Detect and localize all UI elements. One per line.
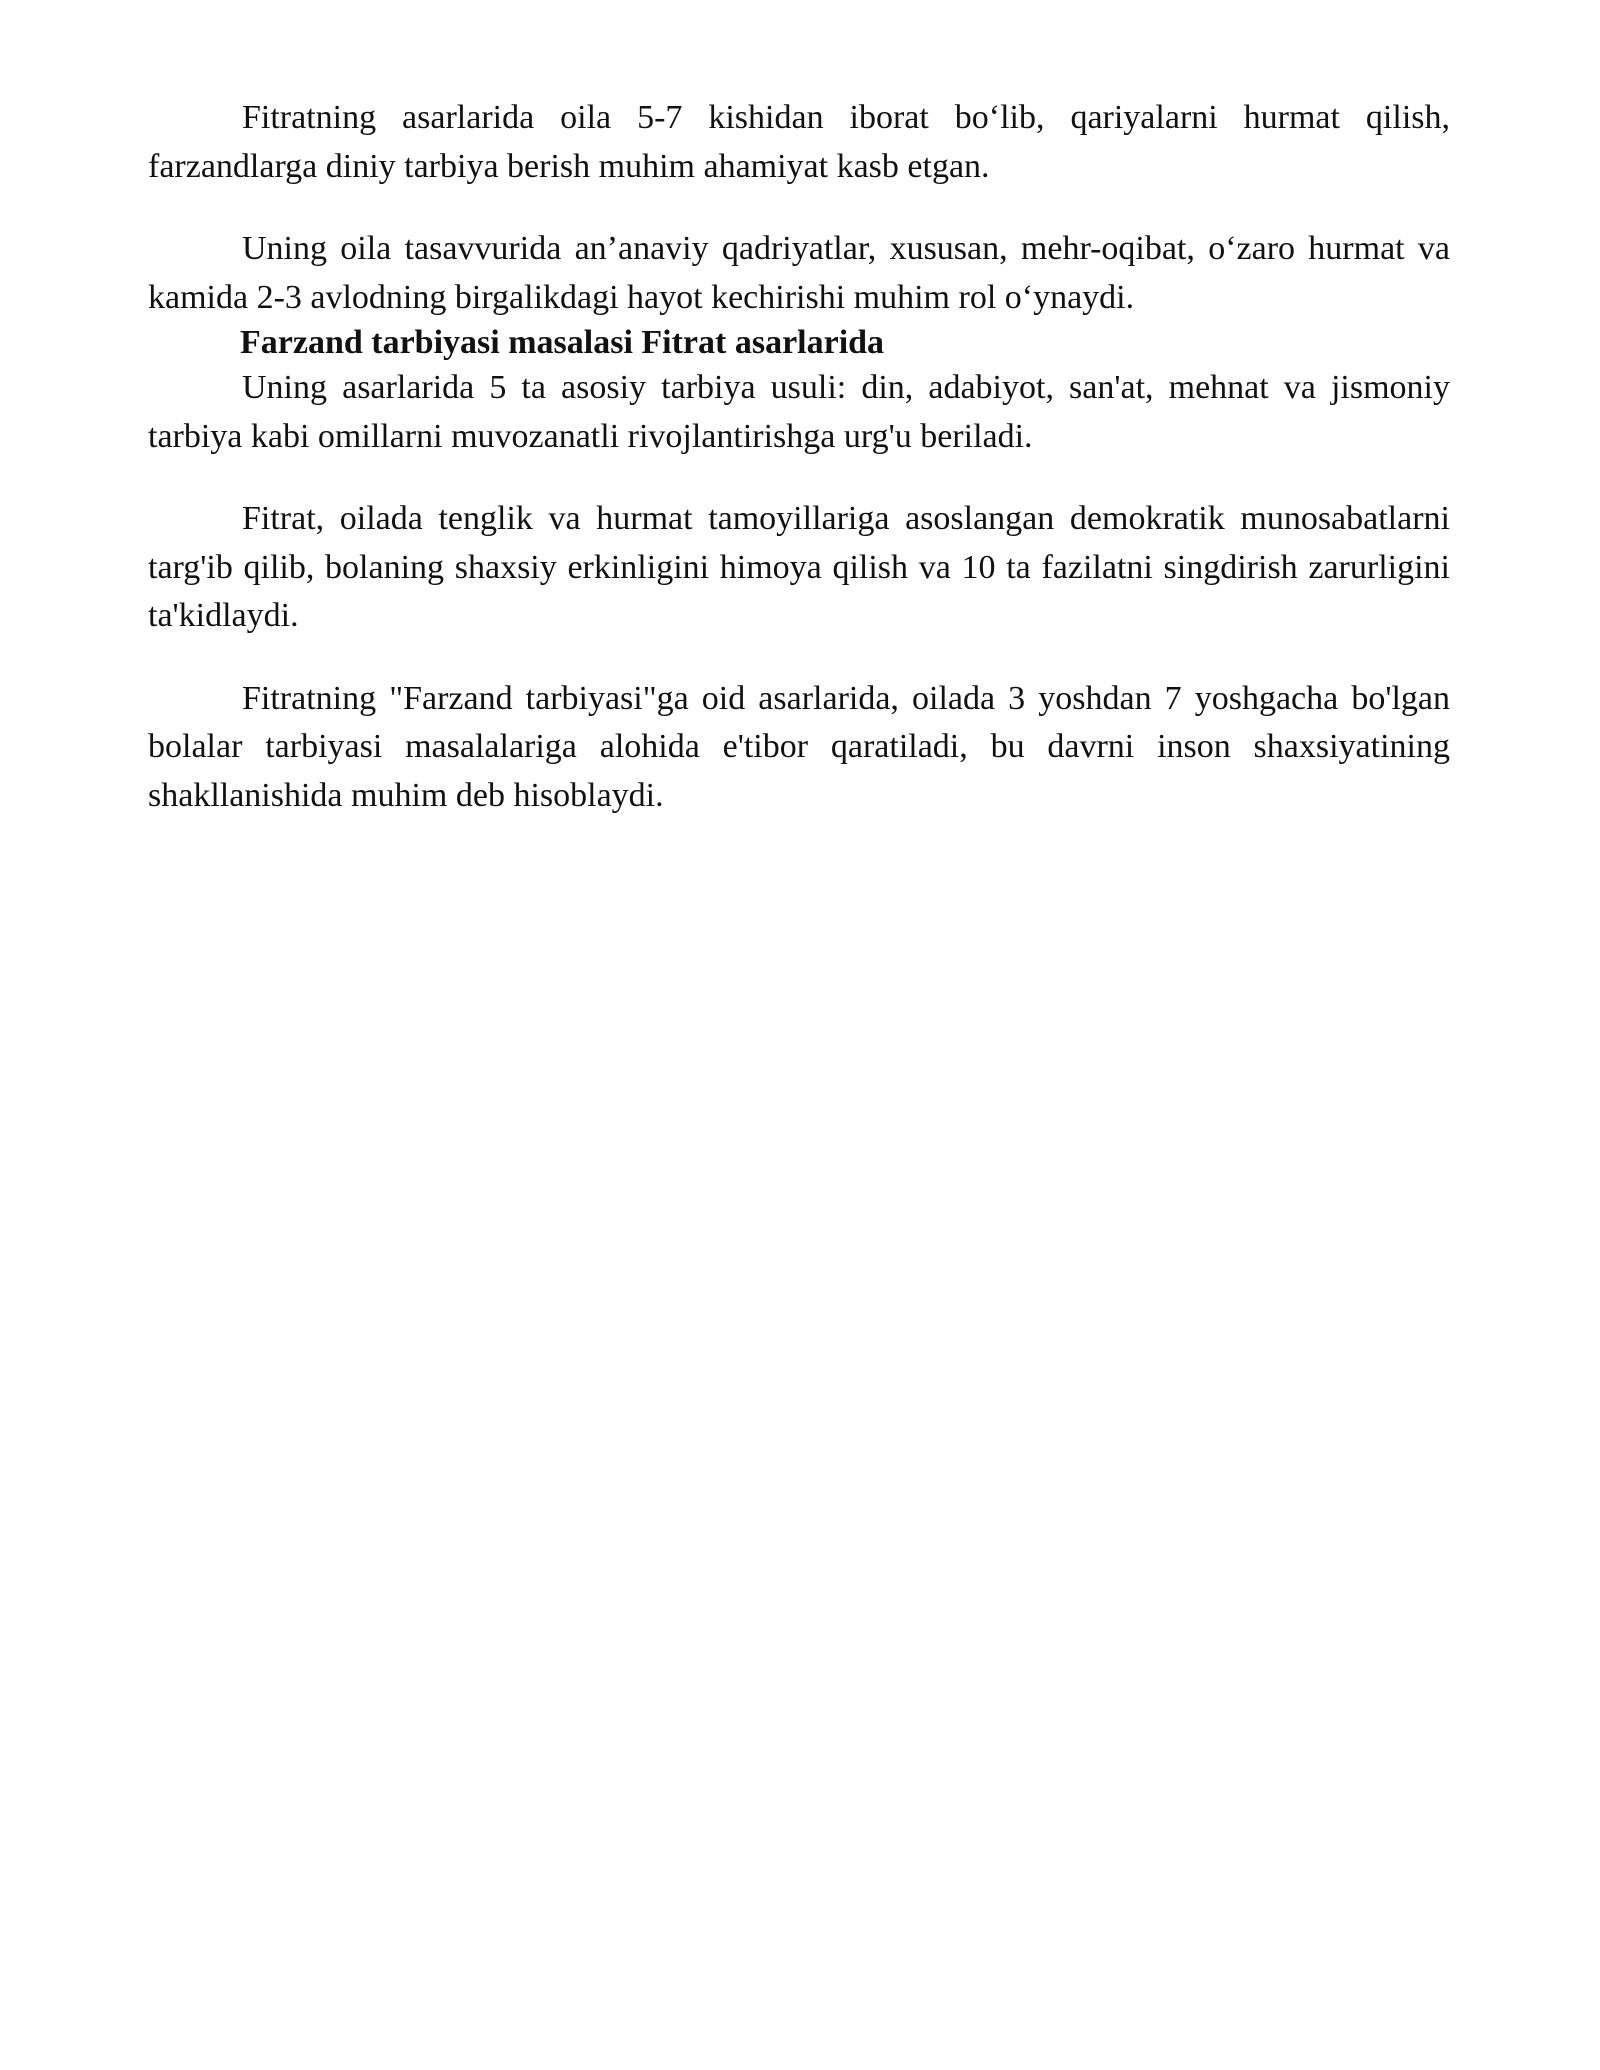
document-body [148,94,1450,820]
paragraph-early-childhood: Fitratning "Farzand tarbiyasi"ga oid asarlarida, oilada 3 yoshdan 7 yoshgacha bo'lgan bolalar tarbiyasi masalalariga alohida e'tibor qaratiladi, bu davrni inson shaxsiyatining shakllanishida muhim deb hisoblaydi. [148,679,1450,814]
paragraph-family-values: Uning oila tasavvurida an’anaviy qadriyatlar, xususan, mehr-oqibat, o‘zaro hurmat va kamida 2-3 avlodning birgalikdagi hayot kechirishi muhim rol o‘ynaydi. [148,230,1450,316]
paragraph-upbringing-methods: Uning asarlarida 5 ta asosiy tarbiya usuli: din, adabiyot, san'at, mehnat va jismoniy tarbiya kabi omillarni muvozanatli rivojlantirishga urg'u beriladi. [148,369,1450,455]
paragraph-family-size: Fitratning asarlarida oila 5-7 kishidan iborat bo‘lib, qariyalarni hurmat qilish, farzandlarga diniy tarbiya berish muhim ahamiyat kasb etgan. [148,99,1450,185]
section-heading: Farzand tarbiyasi masalasi Fitrat asarlarida [240,324,885,361]
paragraph-democratic-relations: Fitrat, oilada tenglik va hurmat tamoyillariga asoslangan demokratik munosabatlarni targ'ib qilib, bolaning shaxsiy erkinligini himoya qilish va 10 ta fazilatni singdirish zarurligini ta'kidlaydi. [148,500,1450,634]
